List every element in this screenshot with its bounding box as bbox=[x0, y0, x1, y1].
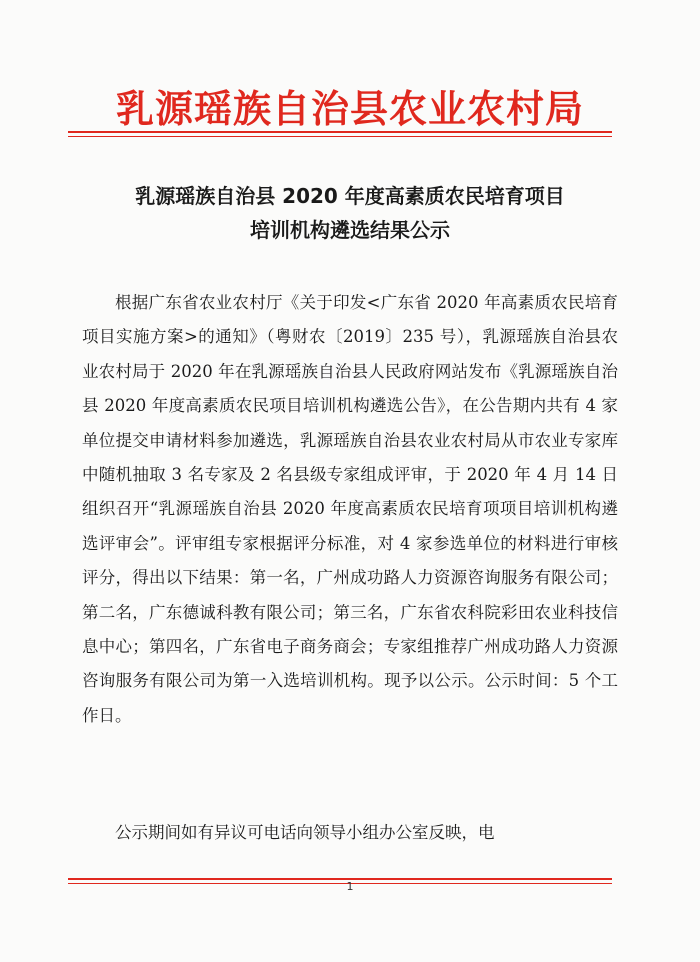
body-paragraph-2: 公示期间如有异议可电话向领导小组办公室反映，电 bbox=[115, 823, 495, 842]
header-rule-thin bbox=[68, 136, 612, 137]
document-title-line-2: 培训机构遴选结果公示 bbox=[250, 218, 450, 242]
document-title-line-1: 乳源瑶族自治县 2020 年度高素质农民培育项目 bbox=[135, 184, 565, 208]
page-number: 1 bbox=[346, 880, 354, 893]
body-paragraph-1: 根据广东省农业农村厅《关于印发<广东省 2020 年高素质农民培育项目实施方案>的通知》（粤财农〔2019〕235 号），乳源瑶族自治县农业农村局于 2020 年在乳源瑶族自治县人民政府网站发布《乳源瑶族自治县 2020 年度高素质农民项目培训机构遴选公告》，在公告期内共有 4 家单位提交申请材料参加遴选，乳源瑶族自治县农业农村局从市农业专家库中随机抽取 3 名专家及 2 名县级专家组成评审，于 2020 年 4 月 14 日组织召开“乳源瑶族自治县 2020 年度高素质农民培育项项目培训机构遴选评审会”。评审组专家根据评分标准，对 4 家参选单位的材料进行审核评分，得出以下结果：第一名，广州成功路人力资源咨询服务有限公司；第二名，广东德诚科教有限公司；第三名，广东省农科院彩田农业科技信息中心；第四名，广东省电子商务商会；专家组推荐广州成功路人力资源咨询服务有限公司为第一入选培训机构。现予以公示。公示时间：5 个工作日。 bbox=[82, 293, 618, 725]
agency-header: 乳源瑶族自治县农业农村局 bbox=[115, 86, 584, 131]
header-rule-thick bbox=[68, 131, 612, 133]
